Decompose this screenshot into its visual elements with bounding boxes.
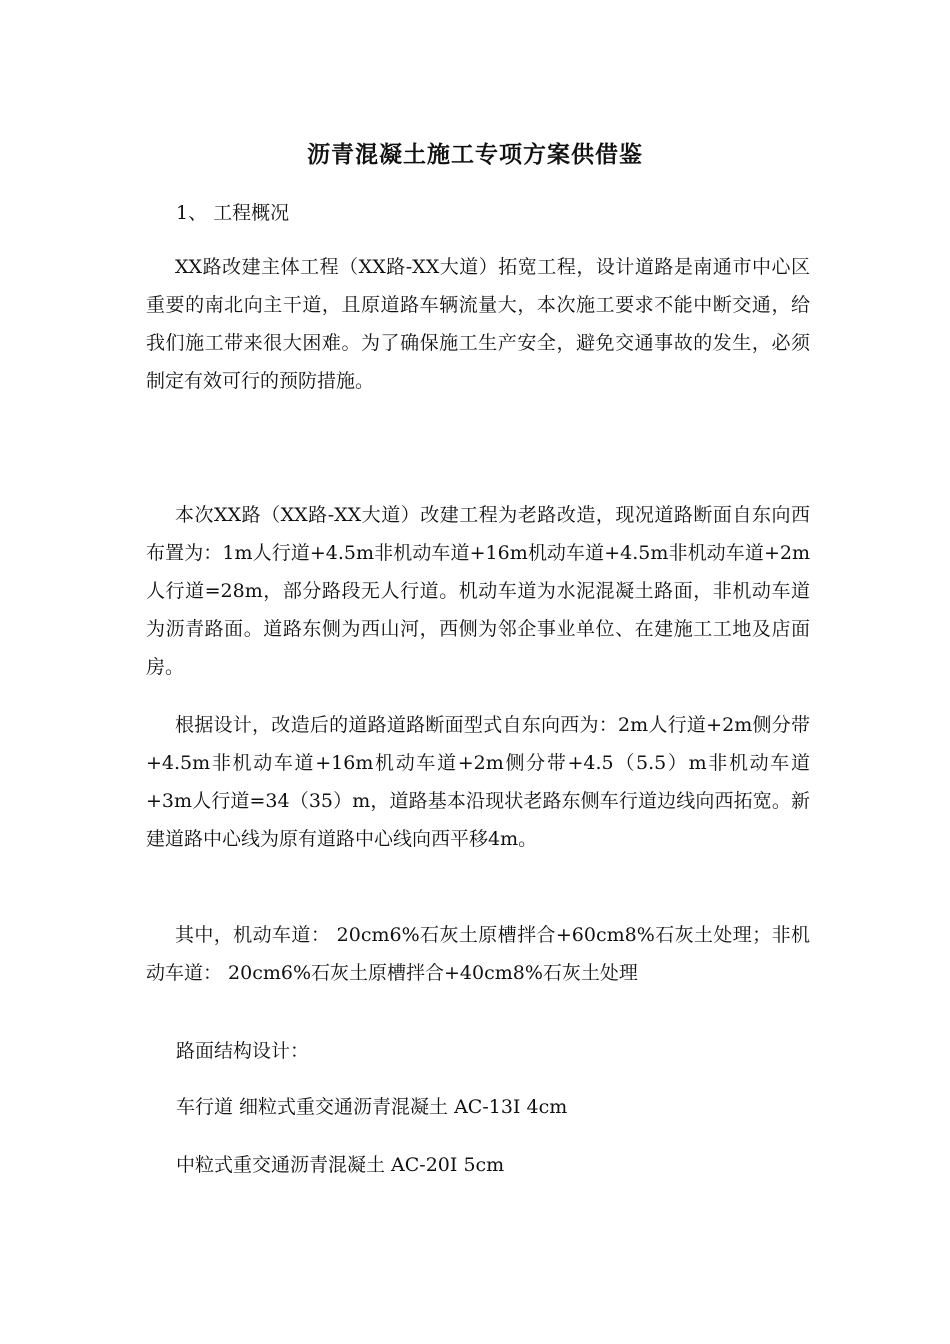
pavement-structure-label: 路面结构设计： [176,1040,310,1062]
paragraph-existing-road: 本次XX路（XX路-XX大道）改建工程为老路改造，现况道路断面自东向西布置为：1m人行道+4.5m非机动车道+16m机动车道+4.5m非机动车道+2m人行道=28m，部分路段无人行道。机动车道为水泥混凝土路面，非机动车道为沥青路面。道路东侧为西山河，西侧为邻企事业单位、在建施工工地及店面房。 [146,504,810,678]
paragraph-subgrade-treatment: 其中，机动车道： 20cm6%石灰土原槽拌合+60cm8%石灰土处理；非机动车道： 20cm6%石灰土原槽拌合+40cm8%石灰土处理 [146,924,810,984]
paragraph-design-section: 根据设计，改造后的道路道路断面型式自东向西为：2m人行道+2m侧分带+4.5m非机动车道+16m机动车道+2m侧分带+4.5（5.5）m非机动车道+3m人行道=34（35）m，道路基本沿现状老路东侧车行道边线向西拓宽。新建道路中心线为原有道路中心线向西平移4m。 [146,714,810,850]
document-title: 沥青混凝土施工专项方案供借鉴 [307,141,643,168]
paragraph-project-overview: XX路改建主体工程（XX路-XX大道）拓宽工程，设计道路是南通市中心区重要的南北向主干道，且原道路车辆流量大，本次施工要求不能中断交通，给我们施工带来很大困难。为了确保施工生产安全，避免交通事故的发生，必须制定有效可行的预防措施。 [146,256,810,392]
section-heading: 1、 工程概况 [176,202,290,224]
pavement-layer-medium: 中粒式重交通沥青混凝土 AC-20I 5cm [176,1154,505,1176]
pavement-layer-fine: 车行道 细粒式重交通沥青混凝土 AC-13I 4cm [176,1096,568,1118]
